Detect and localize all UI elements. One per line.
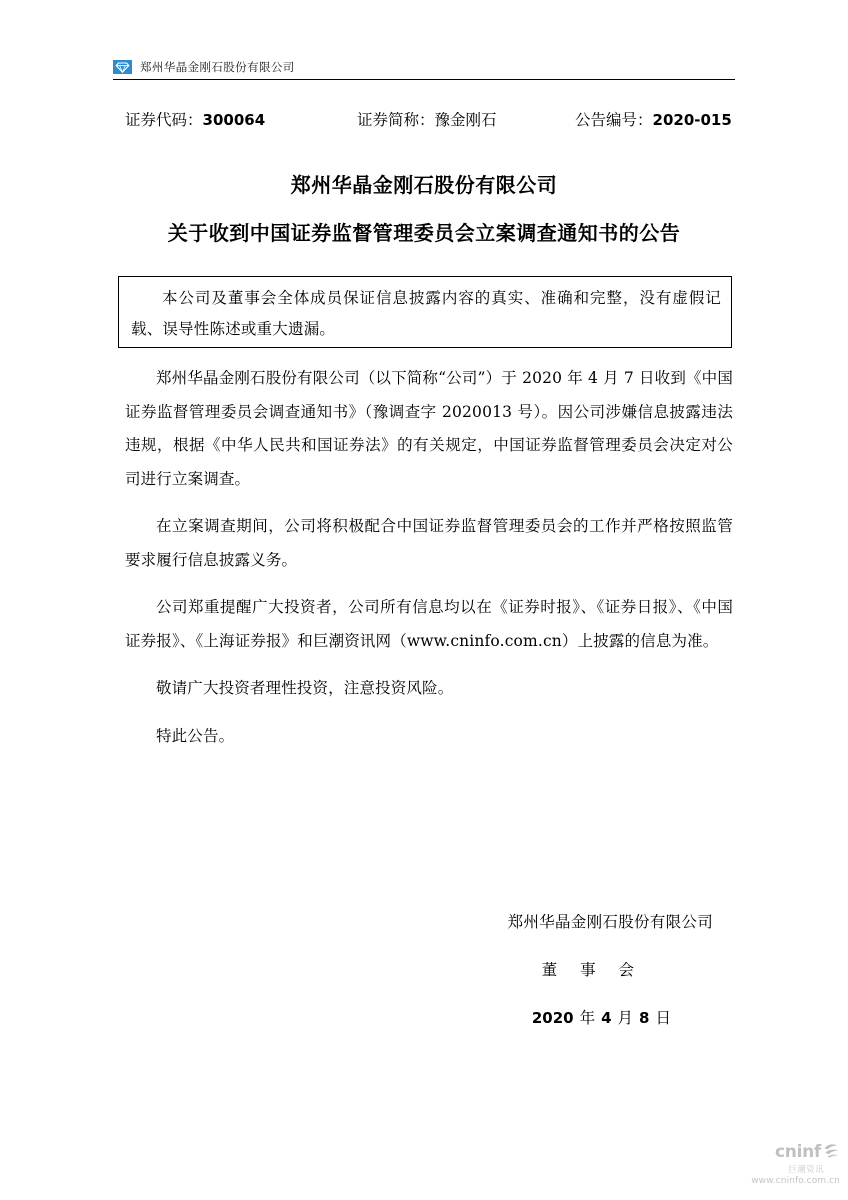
signature-date-month: 4 [601,1009,612,1027]
body-paragraph: 公司郑重提醒广大投资者，公司所有信息均以在《证券时报》、《证券日报》、《中国证券报》、《上海证券报》和巨潮资讯网（www.cninfo.com.cn）上披露的信息为准。 [125,598,733,650]
disclaimer-box [118,276,732,348]
document-body [125,362,733,753]
signature-date-year-unit: 年 [579,1009,596,1027]
announcement-no-label: 公告编号： [575,111,653,129]
body-paragraph: 在立案调查期间，公司将积极配合中国证券监督管理委员会的工作并严格按照监管要求履行信息披露义务。 [125,517,733,569]
cninfo-watermark [736,1142,840,1186]
body-paragraph: 郑州华晶金刚石股份有限公司（以下简称“公司”）于 2020 年 4 月 7 日收到《中国证券监督管理委员会调查通知书》（豫调查字 2020013 号）。因公司涉嫌信息披露违法违规，根据《中华人民共和国证券法》的有关规定，中国证券监督管理委员会决定对公司进行立案调查。 [125,369,733,488]
watermark-wordmark-row [736,1142,840,1162]
signature-date-month-unit: 月 [617,1009,634,1027]
page-title [113,170,735,248]
signature-company: 郑州华晶金刚石股份有限公司 [507,913,713,931]
watermark-chinese: 巨潮资讯 [788,1165,824,1175]
diamond-gem-icon [113,60,132,74]
watermark-wordmark: cninf [774,1142,821,1162]
security-code-group [125,108,357,130]
header-company-name: 郑州华晶金刚石股份有限公司 [140,60,295,74]
body-paragraph: 敬请广大投资者理性投资，注意投资风险。 [156,679,454,697]
title-line-2: 关于收到中国证券监督管理委员会立案调查通知书的公告 [167,221,681,245]
watermark-url: www.cninfo.com.cn [751,1176,840,1186]
security-abbr-value: 豫金刚石 [434,111,497,129]
security-code-value: 300064 [202,111,266,129]
body-paragraph: 特此公告。 [156,726,235,745]
signature-date-day-unit: 日 [655,1009,671,1027]
security-info-line [125,108,735,130]
document-header [113,52,735,82]
cninfo-swirl-icon [823,1143,840,1162]
signature-date [113,1001,713,1035]
announcement-no-group [575,108,732,130]
signature-board: 董 事 会 [541,961,643,979]
disclaimer-text: 本公司及董事会全体成员保证信息披露内容的真实、准确和完整，没有虚假记载、误导性陈述或重大遗漏。 [131,289,721,338]
signature-date-year: 2020 [531,1009,574,1027]
security-abbr-label: 证券简称： [357,111,435,129]
header-divider [113,79,735,80]
security-code-label: 证券代码： [125,111,203,129]
security-abbr-group [357,108,575,130]
signature-date-day: 8 [639,1009,650,1027]
announcement-no-value: 2020-015 [652,111,732,129]
title-line-1: 郑州华晶金刚石股份有限公司 [290,173,558,197]
signature-block [113,905,735,1035]
